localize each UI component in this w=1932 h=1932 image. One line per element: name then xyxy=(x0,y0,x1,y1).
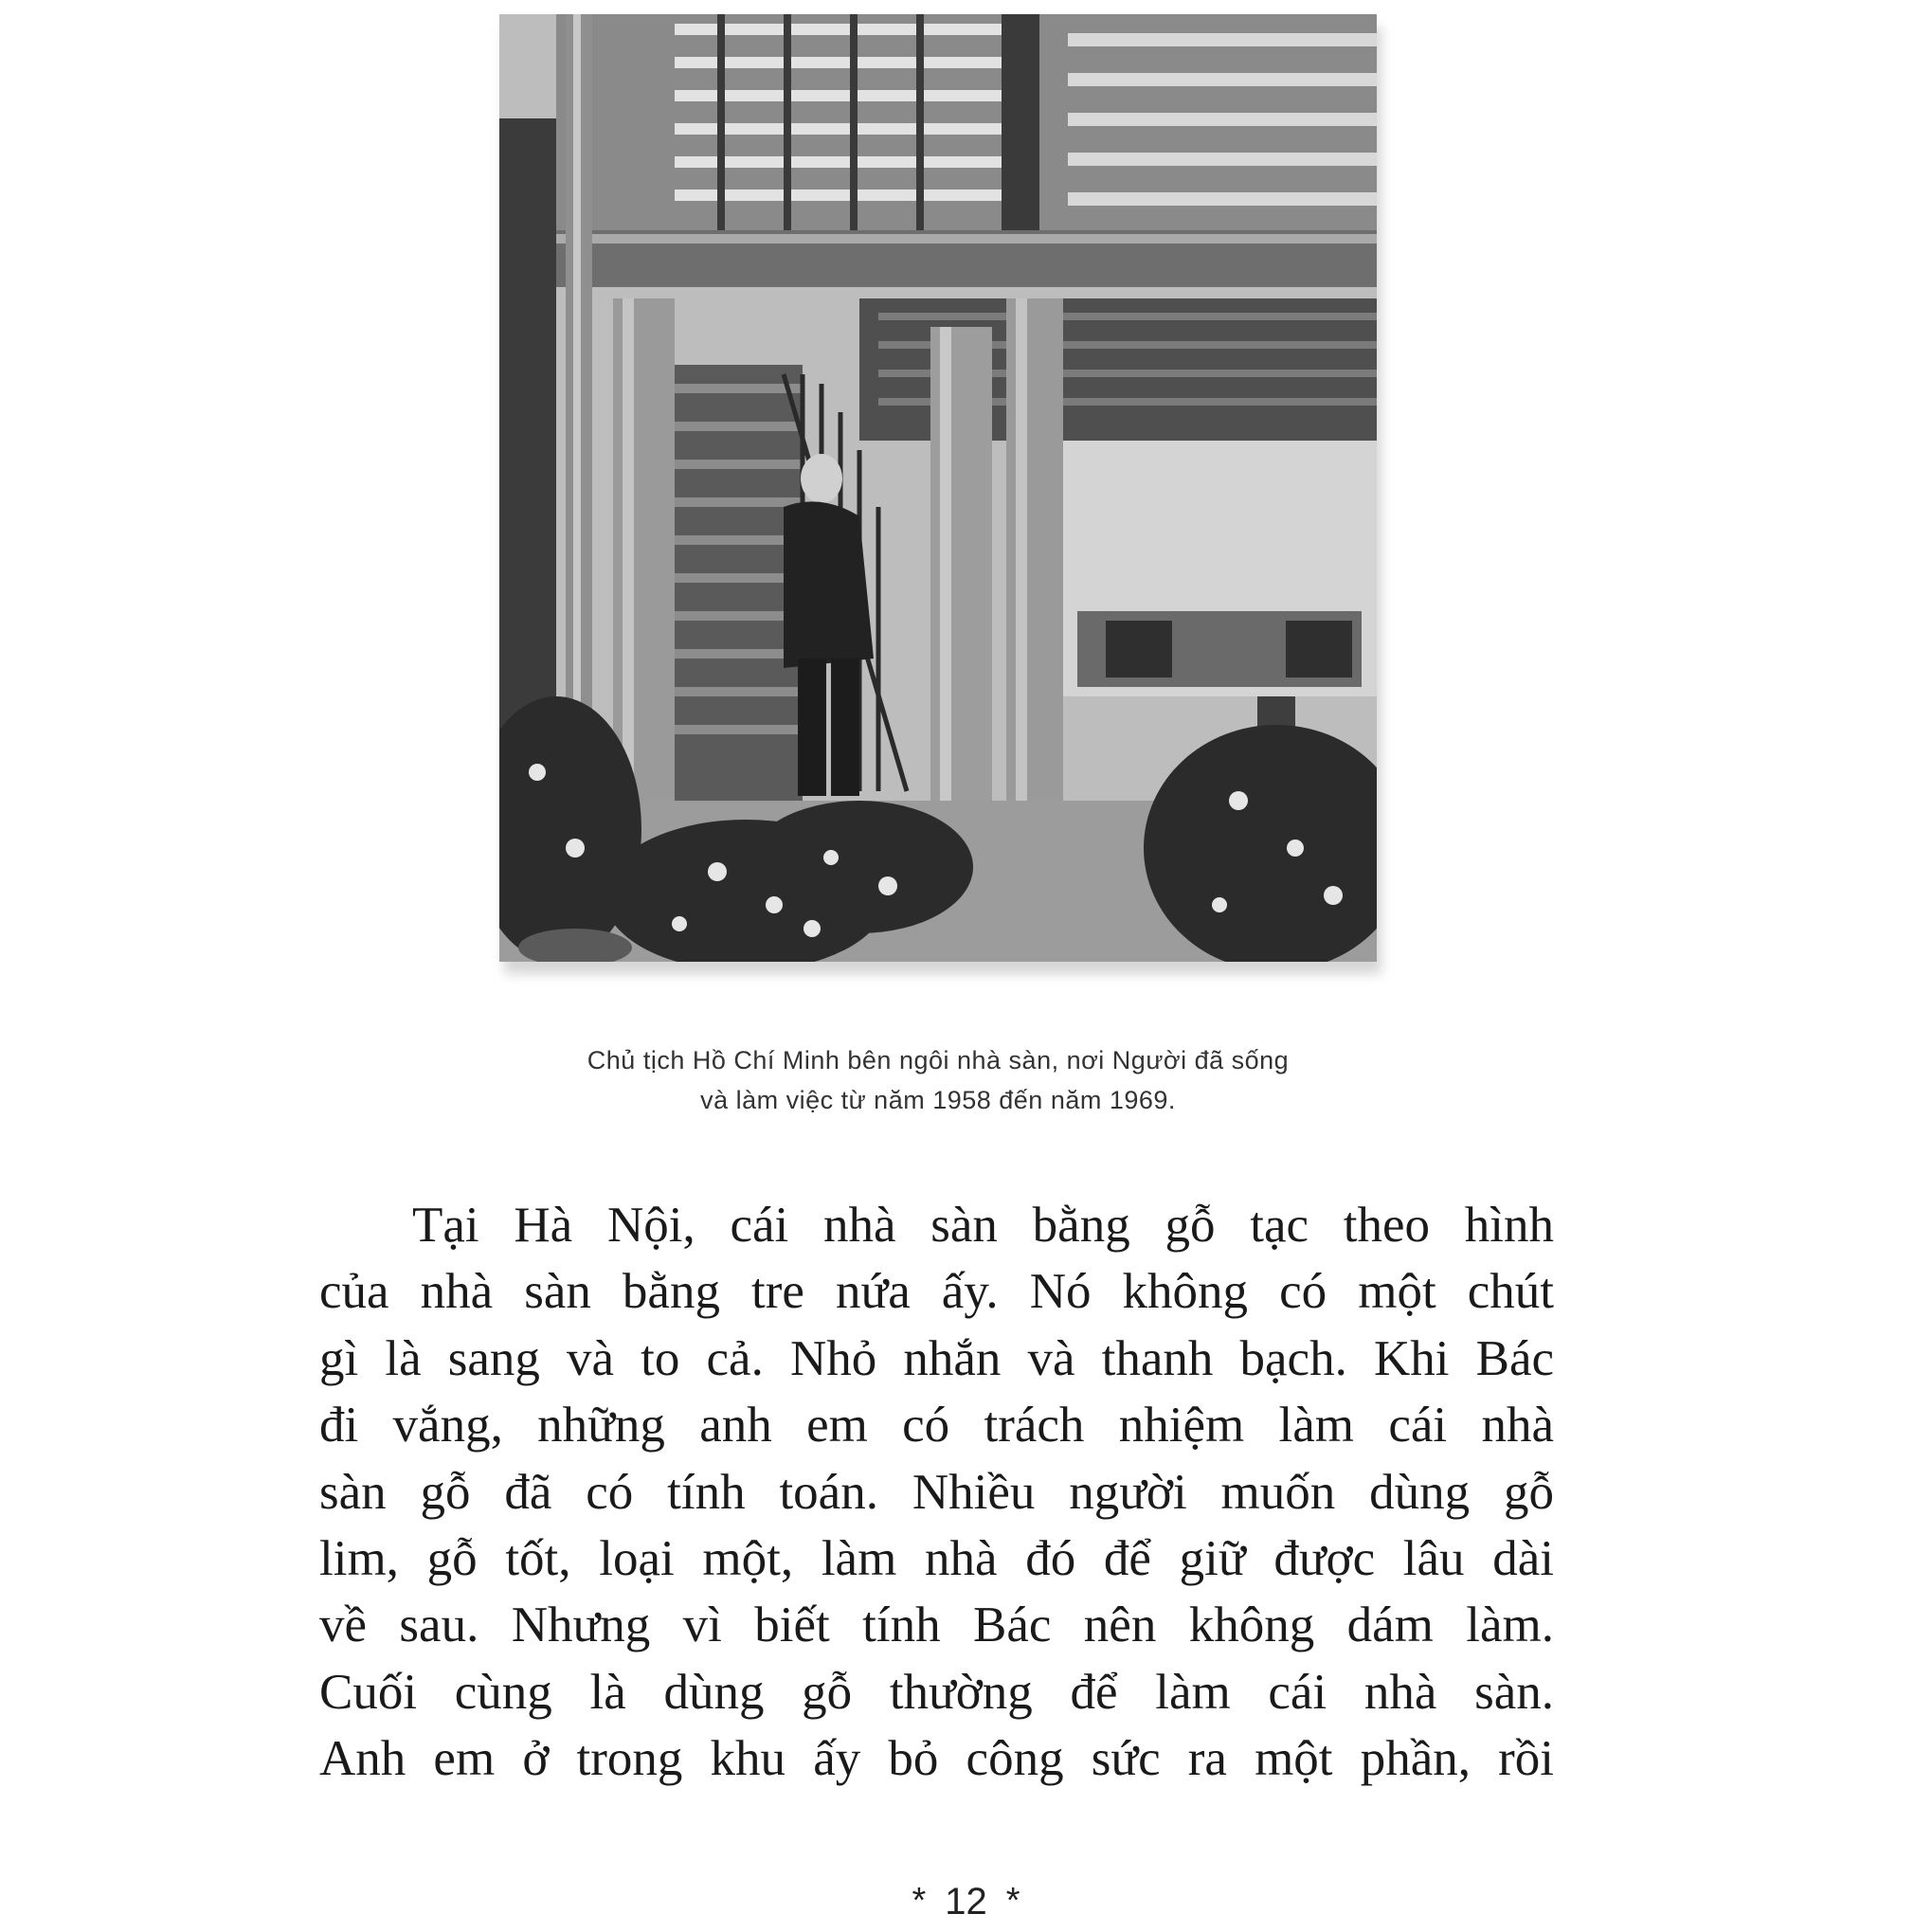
asterisk-ornament-left: * xyxy=(912,1881,927,1921)
paragraph-line: sàn gỗ đã có tính toán. Nhiều người muốn dùng gỗ xyxy=(319,1464,1554,1520)
paragraph-line: Anh em ở trong khu ấy bỏ công sức ra một phần, rồi xyxy=(319,1731,1554,1787)
paragraph-line: gì là sang và to cả. Nhỏ nhắn và thanh bạch. Khi Bác xyxy=(319,1330,1554,1386)
caption-line: Chủ tịch Hồ Chí Minh bên ngôi nhà sàn, nơi Người đã sống xyxy=(587,1046,1290,1074)
paragraph-line: của nhà sàn bằng tre nứa ấy. Nó không có một chút xyxy=(319,1264,1554,1320)
historical-photo xyxy=(499,14,1377,962)
page-footer xyxy=(0,1881,1932,1923)
paragraph-line: đi vắng, những anh em có trách nhiệm làm cái nhà xyxy=(319,1398,1554,1454)
paragraph-line: Tại Hà Nội, cái nhà sàn bằng gỗ tạc theo hình xyxy=(412,1198,1554,1253)
paragraph-line: lim, gỗ tốt, loại một, làm nhà đó để giữ được lâu dài xyxy=(319,1530,1554,1586)
caption-line: và làm việc từ năm 1958 đến năm 1969. xyxy=(700,1086,1176,1114)
stilt-house-illustration xyxy=(499,14,1377,962)
asterisk-ornament-right: * xyxy=(1005,1881,1020,1921)
paragraph-line: về sau. Nhưng vì biết tính Bác nên không dám làm. xyxy=(319,1598,1554,1653)
body-paragraph xyxy=(319,1192,1554,1793)
photo-caption xyxy=(474,1040,1402,1120)
paragraph-line: Cuối cùng là dùng gỗ thường để làm cái nhà sàn. xyxy=(319,1664,1554,1720)
page-number: 12 xyxy=(945,1881,987,1923)
